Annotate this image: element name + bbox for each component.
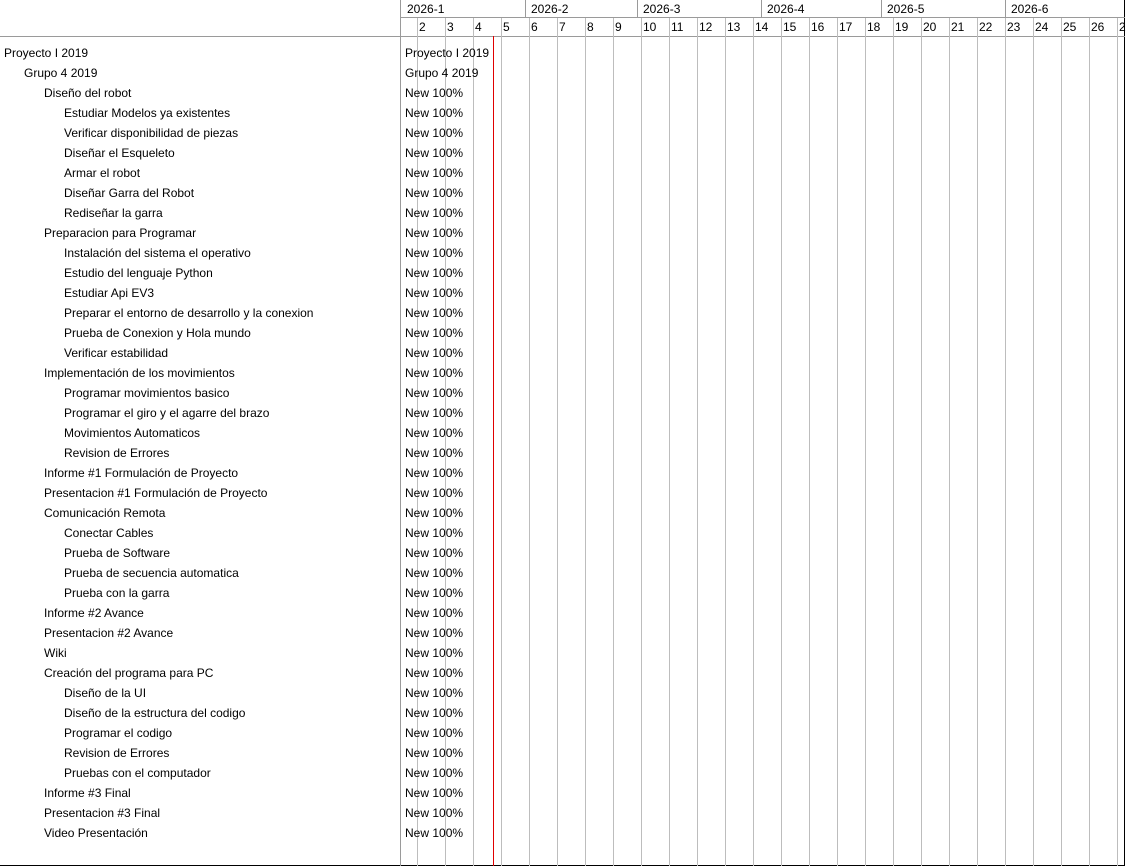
task-bar-label[interactable]: New 100%	[405, 646, 464, 660]
task-name[interactable]: Informe #2 Avance	[44, 606, 144, 620]
week-label: 11	[671, 20, 684, 34]
task-bar-label[interactable]: New 100%	[405, 766, 464, 780]
task-name[interactable]: Creación del programa para PC	[44, 666, 214, 680]
week-gridline	[781, 18, 782, 866]
week-label: 17	[839, 20, 853, 34]
task-name[interactable]: Diseñar el Esqueleto	[64, 146, 175, 160]
month-label: 2026-1	[407, 2, 445, 16]
week-label: 22	[979, 20, 993, 34]
week-gridline	[1061, 18, 1062, 866]
task-name[interactable]: Programar el codigo	[64, 726, 173, 740]
task-name[interactable]: Diseño de la estructura del codigo	[64, 706, 246, 720]
task-name[interactable]: Informe #1 Formulación de Proyecto	[44, 466, 239, 480]
week-label: 8	[587, 20, 594, 34]
week-label: 14	[755, 20, 769, 34]
task-bar-label[interactable]: New 100%	[405, 186, 464, 200]
week-gridline	[1005, 18, 1006, 866]
task-name[interactable]: Prueba de Software	[64, 546, 171, 560]
task-bar-label[interactable]: New 100%	[405, 586, 464, 600]
week-gridline	[753, 18, 754, 866]
week-label: 21	[951, 20, 965, 34]
week-gridline	[669, 18, 670, 866]
task-name[interactable]: Video Presentación	[44, 826, 148, 840]
week-gridline	[921, 18, 922, 866]
week-label: 16	[811, 20, 825, 34]
task-name[interactable]: Verificar estabilidad	[64, 346, 169, 360]
week-gridline	[641, 18, 642, 866]
week-label: 24	[1035, 20, 1049, 34]
task-bar-label[interactable]: New 100%	[405, 306, 464, 320]
task-name[interactable]: Wiki	[44, 646, 67, 660]
week-gridline	[501, 18, 502, 866]
task-name[interactable]: Rediseñar la garra	[64, 206, 163, 220]
task-bar-label[interactable]: New 100%	[405, 466, 464, 480]
week-gridline	[949, 18, 950, 866]
week-label: 25	[1063, 20, 1077, 34]
task-bar-label[interactable]: New 100%	[405, 486, 464, 500]
task-bar-label[interactable]: New 100%	[405, 506, 464, 520]
task-name[interactable]: Conectar Cables	[64, 526, 154, 540]
task-bar-label[interactable]: New 100%	[405, 206, 464, 220]
week-gridline	[893, 18, 894, 866]
week-label: 20	[923, 20, 937, 34]
task-name[interactable]: Estudio del lenguaje Python	[64, 266, 213, 280]
task-name[interactable]: Comunicación Remota	[44, 506, 166, 520]
task-name[interactable]: Presentacion #2 Avance	[44, 626, 174, 640]
task-name[interactable]: Estudiar Api EV3	[64, 286, 155, 300]
week-gridline	[725, 18, 726, 866]
task-bar-label[interactable]: New 100%	[405, 386, 464, 400]
task-bar-label[interactable]: New 100%	[405, 106, 464, 120]
week-gridline	[865, 18, 866, 866]
week-gridline	[809, 18, 810, 866]
task-name[interactable]: Grupo 4 2019	[24, 66, 98, 80]
week-label: 6	[531, 20, 538, 34]
week-label: 10	[643, 20, 657, 34]
task-bar-label[interactable]: New 100%	[405, 706, 464, 720]
task-name[interactable]: Prueba de Conexion y Hola mundo	[64, 326, 251, 340]
task-name[interactable]: Movimientos Automaticos	[64, 426, 201, 440]
task-name[interactable]: Diseñar Garra del Robot	[64, 186, 195, 200]
month-label: 2026-4	[767, 2, 805, 16]
task-bar-label[interactable]: New 100%	[405, 446, 464, 460]
week-gridline	[557, 18, 558, 866]
task-name[interactable]: Revision de Errores	[64, 746, 170, 760]
task-name[interactable]: Diseño del robot	[44, 86, 132, 100]
today-marker-line	[493, 36, 494, 866]
task-bar-label[interactable]: New 100%	[405, 146, 464, 160]
task-name[interactable]: Instalación del sistema el operativo	[64, 246, 251, 260]
task-name[interactable]: Estudiar Modelos ya existentes	[64, 106, 231, 120]
week-gridline	[529, 18, 530, 866]
task-list-header	[0, 0, 400, 37]
task-bar-label[interactable]: New 100%	[405, 746, 464, 760]
task-name[interactable]: Informe #3 Final	[44, 786, 131, 800]
task-name[interactable]: Armar el robot	[64, 166, 141, 180]
header-bottom-divider	[401, 36, 1125, 37]
task-bar-label[interactable]: New 100%	[405, 806, 464, 820]
task-bar-label[interactable]: New 100%	[405, 326, 464, 340]
task-name[interactable]: Diseño de la UI	[64, 686, 147, 700]
task-name[interactable]: Verificar disponibilidad de piezas	[64, 126, 239, 140]
task-bar-label[interactable]: Grupo 4 2019	[405, 66, 479, 80]
task-name[interactable]: Pruebas con el computador	[64, 766, 211, 780]
task-bar-label[interactable]: New 100%	[405, 526, 464, 540]
week-label: 2	[419, 20, 426, 34]
week-label: 9	[615, 20, 622, 34]
week-gridline	[473, 18, 474, 866]
task-bar-label[interactable]: New 100%	[405, 666, 464, 680]
task-bar-label[interactable]: New 100%	[405, 166, 464, 180]
task-bar-label[interactable]: New 100%	[405, 786, 464, 800]
task-bar-label[interactable]: New 100%	[405, 566, 464, 580]
task-bar-label[interactable]: New 100%	[405, 226, 464, 240]
task-list-panel	[0, 0, 400, 865]
week-gridline	[585, 18, 586, 866]
task-name[interactable]: Revision de Errores	[64, 446, 170, 460]
week-label: 5	[503, 20, 510, 34]
timeline-panel	[400, 0, 1125, 866]
week-gridline	[1117, 18, 1118, 866]
task-bar-label[interactable]: New 100%	[405, 626, 464, 640]
week-label: 3	[447, 20, 454, 34]
task-name[interactable]: Programar movimientos basico	[64, 386, 230, 400]
month-label: 2026-2	[531, 2, 569, 16]
month-label: 2026-3	[643, 2, 681, 16]
week-label: 7	[559, 20, 566, 34]
task-bar-label[interactable]: New 100%	[405, 346, 464, 360]
week-gridline	[977, 18, 978, 866]
week-gridline	[697, 18, 698, 866]
task-name[interactable]: Presentacion #3 Final	[44, 806, 161, 820]
week-label: 23	[1007, 20, 1021, 34]
task-name[interactable]: Preparar el entorno de desarrollo y la conexion	[64, 306, 314, 320]
month-label: 2026-5	[887, 2, 925, 16]
task-bar-label[interactable]: New 100%	[405, 686, 464, 700]
task-name[interactable]: Prueba con la garra	[64, 586, 170, 600]
task-bar-label[interactable]: New 100%	[405, 606, 464, 620]
month-label: 2026-6	[1011, 2, 1049, 16]
week-gridline	[1089, 18, 1090, 866]
task-bar-label[interactable]: New 100%	[405, 86, 464, 100]
task-name[interactable]: Presentacion #1 Formulación de Proyecto	[44, 486, 268, 500]
task-bar-label[interactable]: New 100%	[405, 246, 464, 260]
week-label: 15	[783, 20, 797, 34]
task-bar-label[interactable]: New 100%	[405, 126, 464, 140]
week-gridline	[613, 18, 614, 866]
week-label: 2	[1119, 20, 1126, 34]
task-bar-label[interactable]: New 100%	[405, 546, 464, 560]
task-bar-label[interactable]: New 100%	[405, 266, 464, 280]
week-label: 13	[727, 20, 741, 34]
week-label: 18	[867, 20, 881, 34]
task-bar-label[interactable]: Proyecto I 2019	[405, 46, 490, 60]
week-gridline	[1033, 18, 1034, 866]
task-name[interactable]: Prueba de secuencia automatica	[64, 566, 239, 580]
task-bar-label[interactable]: New 100%	[405, 426, 464, 440]
task-name[interactable]: Programar el giro y el agarre del brazo	[64, 406, 270, 420]
task-bar-label[interactable]: New 100%	[405, 826, 464, 840]
task-bar-label[interactable]: New 100%	[405, 366, 464, 380]
task-name[interactable]: Implementación de los movimientos	[44, 366, 235, 380]
week-label: 19	[895, 20, 909, 34]
week-label: 12	[699, 20, 713, 34]
task-bar-label[interactable]: New 100%	[405, 406, 464, 420]
task-name[interactable]: Preparacion para Programar	[44, 226, 197, 240]
week-label: 4	[475, 20, 482, 34]
task-bar-label[interactable]: New 100%	[405, 286, 464, 300]
task-name[interactable]: Proyecto I 2019	[4, 46, 89, 60]
week-label: 26	[1091, 20, 1105, 34]
task-bar-label[interactable]: New 100%	[405, 726, 464, 740]
week-gridline	[837, 18, 838, 866]
